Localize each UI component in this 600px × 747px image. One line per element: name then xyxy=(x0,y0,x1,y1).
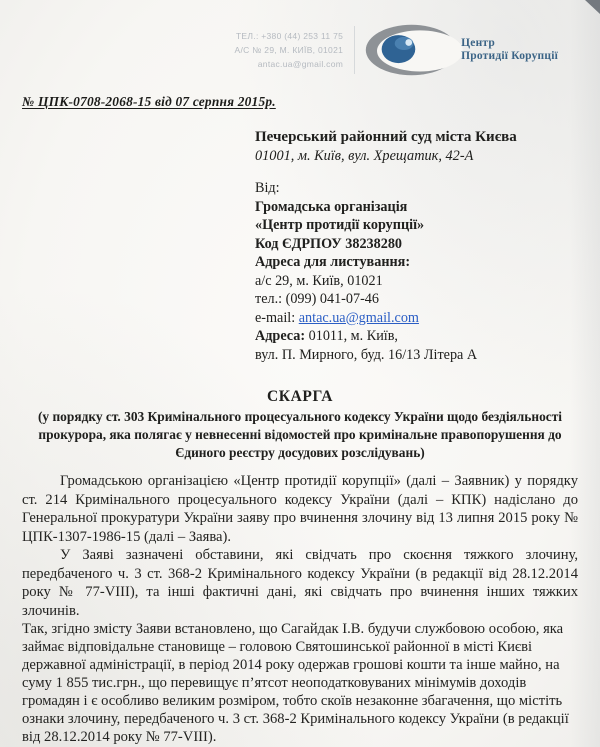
document-body xyxy=(22,472,578,746)
sender-mailing-address: а/с 29, м. Київ, 01021 xyxy=(255,272,383,289)
sender-address-line2: вул. П. Мирного, буд. 16/13 Літера А xyxy=(255,346,478,363)
document-title: СКАРГА xyxy=(266,388,334,405)
letterhead-email: antac.ua@gmail.com xyxy=(257,59,344,69)
from-label: Від: xyxy=(255,180,280,196)
sender-address-label: Адреса: xyxy=(255,328,309,344)
body-paragraph-2: У Заяві зазначені обставини, які свідчать про скоєння тяжкого злочину, передбаченого ч. 3 ст. 368-2 Кримінального кодексу України (в редакції від 28.12.2014 року № 77-VIII), та інші фактичні дані, які свідчать про вчинення інших тяжких злочинів. xyxy=(22,547,578,619)
document-title-block xyxy=(0,387,600,462)
recipient-court-name: Печерський районний суд міста Києва xyxy=(255,129,517,145)
sender-org-name-line2: «Центр протидії корупції» xyxy=(255,217,425,233)
sender-address-city: 01011, м. Київ, xyxy=(308,328,398,344)
org-logo-text-line2: Протидії Корупції xyxy=(461,50,558,62)
addressee-and-sender-block xyxy=(255,128,585,364)
org-logo-text xyxy=(461,37,558,64)
recipient-court-address: 01001, м. Київ, вул. Хрещатик, 42-А xyxy=(255,148,474,164)
body-paragraph-3: Так, згідно змісту Заяви встановлено, що Сагайдак І.В. будучи службовою особою, яка займає відповідальне становище – головою Святошинської районної в місті Києві державної адміністрації, в період 2014 року одержав грошові кошти та інше майно, на суму 1 855 тис.грн., що перевищує п’ятсот неоподатковуваних мінімумів доходів громадян і є особливо великим розміром, тобто скоїв незаконне збагачення, що містіть ознаки злочину, передбаченого ч. 3 ст. 368-2 Кримінального кодексу України (в редакції від 28.12.2014 року № 77-VIII). xyxy=(22,621,569,745)
letterhead xyxy=(234,22,558,78)
sender-org-name-line1: Громадська організація xyxy=(255,198,408,215)
document-subtitle: (у порядку ст. 303 Кримінального процесуального кодексу України щодо бездіяльності прокурора, яка полягає у невнесенні відомостей про кримінальне правопорушення до Єдиного реєстру досудових розслідувань) xyxy=(37,409,563,460)
org-logo xyxy=(355,22,558,78)
outgoing-number-line: № ЦПК-0708-2068-15 від 07 серпня 2015р. xyxy=(22,94,276,109)
sender-address-line1 xyxy=(255,327,585,346)
page-corner-fold xyxy=(583,0,600,14)
body-paragraph-1: Громадською організацією «Центр протидії корупції» (далі – Заявник) у порядку ст. 214 Кримінального процесуального кодексу України (далі – КПК) надіслано до Генеральної прокуратури України заяву про вчинення злочину від 13 липня 2015 року № ЦПК-1307-1986-15 (далі – Заява). xyxy=(22,473,578,545)
letterhead-pobox: А/С № 29, М. КИЇВ, 01021 xyxy=(234,45,344,55)
eye-logo-icon xyxy=(363,22,475,78)
sender-email-label: e-mail: xyxy=(255,309,299,326)
letterhead-phone: ТЕЛ.: +380 (44) 253 11 75 xyxy=(235,31,344,41)
sender-phone: тел.: (099) 041-07-46 xyxy=(255,291,379,307)
sender-email-link[interactable]: antac.ua@gmail.com xyxy=(298,309,419,326)
sender-mailing-address-label: Адреса для листування: xyxy=(255,254,411,270)
org-logo-text-line1: Центр xyxy=(461,36,496,49)
sender-edrpou-code: Код ЄДРПОУ 38238280 xyxy=(255,235,403,252)
letterhead-contact-block xyxy=(234,29,354,71)
sender-email-line xyxy=(255,309,585,328)
